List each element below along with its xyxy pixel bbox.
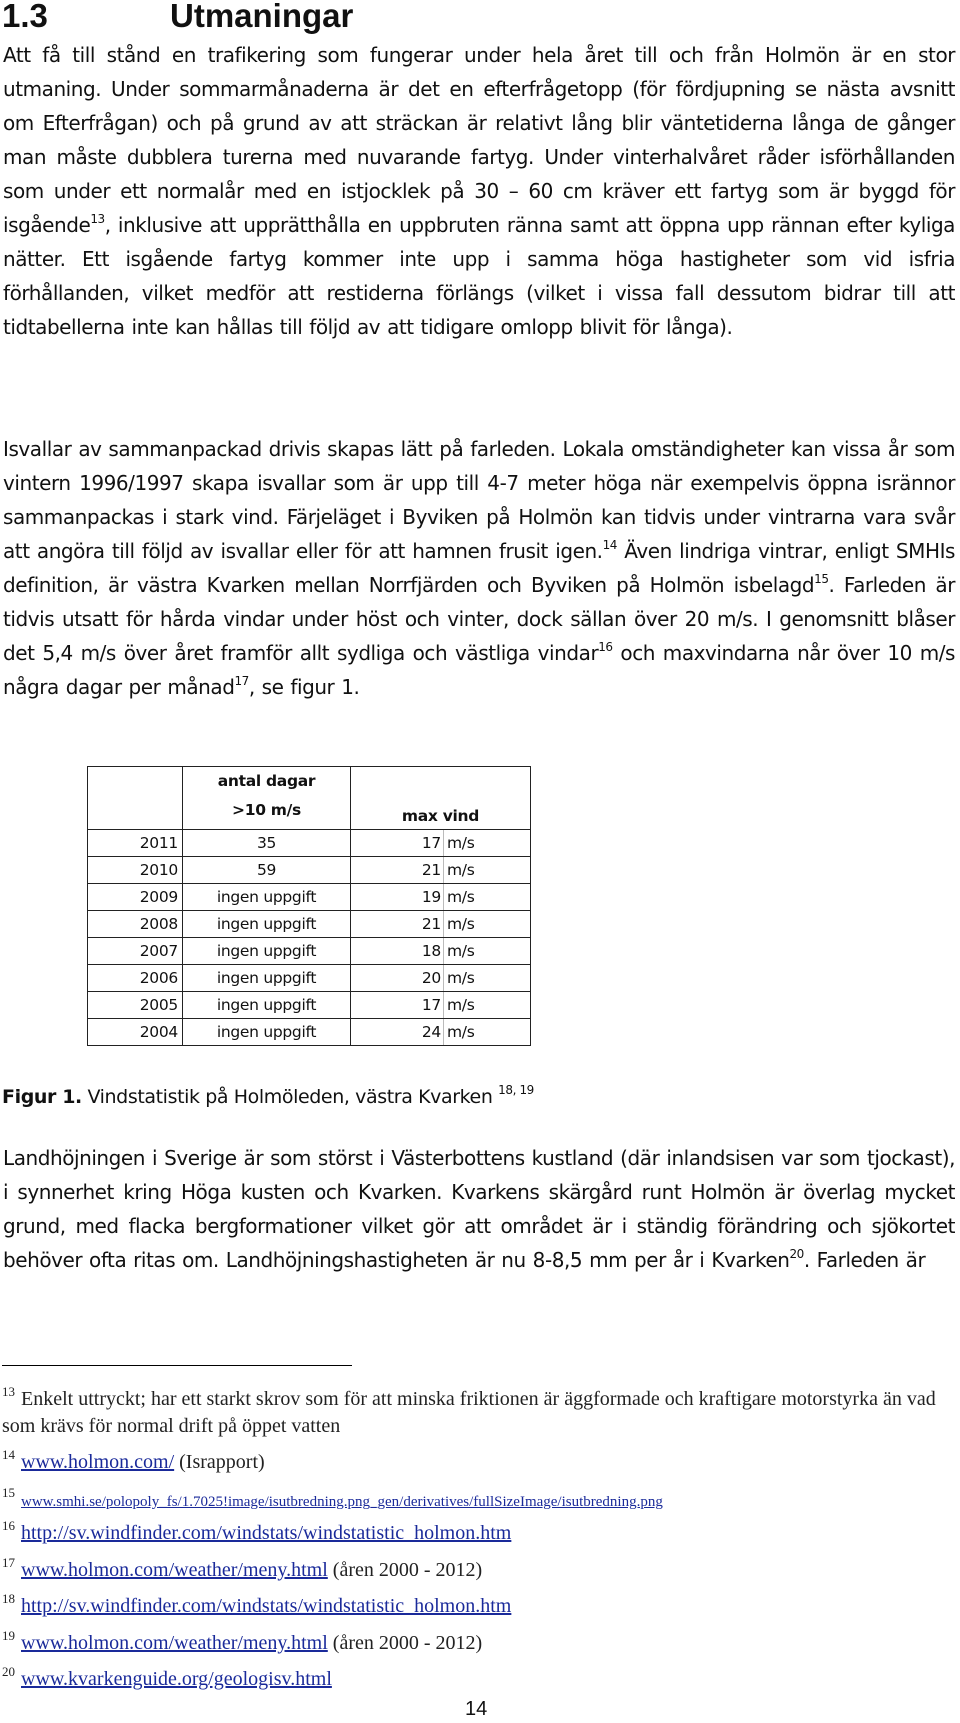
- days-cell: 35: [183, 830, 351, 857]
- header-days-line1: antal dagar: [217, 772, 316, 790]
- header-days-line2: >10 m/s: [232, 801, 301, 819]
- table-row: [88, 911, 531, 938]
- paragraph-text: , inklusive att upprätthålla en uppbruten ränna samt att öppna upp rännan efter kyliga nätter. Ett isgående fartyg kommer inte upp i samma höga hastigheter som vid isfria förhållanden, vilket medför att restiderna förlängs (vilket i vissa fall dessutom bidrar till att tidtabellerna inte kan hållas till följd av att tidigare omlopp blivit för långa).: [3, 213, 955, 339]
- unit-cell: m/s: [444, 1019, 531, 1046]
- days-cell: ingen uppgift: [183, 992, 351, 1019]
- footnote-link[interactable]: www.kvarkenguide.org/geologisv.html: [21, 1668, 332, 1690]
- footnote-divider: [2, 1365, 352, 1366]
- days-cell: ingen uppgift: [183, 938, 351, 965]
- max-wind-cell: 21: [351, 911, 444, 938]
- paragraph-text: Att få till stånd en trafikering som fungerar under hela året till och från Holmön är en stor utmaning. Under sommarmånaderna är det en efterfrågetopp (för fördjupning se nästa avsnitt om Efterfrågan) och på grund av att sträckan är relativt lång blir väntetiderna långa de gånger man måste dubblera turerna med nuvarande fartyg. Under vinterhalvåret råder isförhållanden som under ett normalår med en istjocklek på 30 – 60 cm kräver ett fartyg som är byggd för isgående: [3, 43, 955, 237]
- footnote-link[interactable]: www.smhi.se/polopoly_fs/1.7025!image/isutbredning.png_gen/derivatives/fullSizeImage/isutbredning.png: [21, 1494, 663, 1510]
- paragraph-text: Isvallar av sammanpackad drivis skapas lätt på farleden. Lokala omständigheter kan vissa år som vintern 1996/1997 skapa isvallar som är upp till 4-7 meter höga när exempelvis öppna isrännor sammanpackas i stark vind. Färjeläget i Byviken på Holmön kan tidvis under vintrarna vara svår att angöra till följd av isvallar eller för att hamnen frusit igen.: [3, 437, 955, 563]
- table-row: [88, 884, 531, 911]
- footnote-ref: 15: [814, 572, 829, 586]
- footnote-16: [2, 1518, 511, 1545]
- footnote-13: [2, 1378, 957, 1440]
- section-number: 1.3: [2, 0, 48, 34]
- unit-cell: m/s: [444, 992, 531, 1019]
- table-row: [88, 830, 531, 857]
- footnote-number: 18: [2, 1591, 15, 1606]
- unit-cell: m/s: [444, 911, 531, 938]
- year-cell: 2004: [88, 1019, 183, 1046]
- table-header-row: [88, 767, 531, 830]
- footnote-text: Enkelt uttryckt; har ett starkt skrov som för att minska friktionen är äggformade och kraftigare motorstyrka än vad som krävs för normal drift på öppet vatten: [2, 1388, 936, 1437]
- max-wind-cell: 17: [351, 830, 444, 857]
- paragraph-text: , se figur 1.: [248, 675, 360, 699]
- footnote-number: 19: [2, 1628, 15, 1643]
- wind-statistics-table: [87, 766, 531, 1046]
- max-wind-cell: 20: [351, 965, 444, 992]
- footnote-link[interactable]: www.holmon.com/: [21, 1451, 175, 1473]
- footnote-ref: 17: [234, 674, 249, 688]
- section-heading: [2, 0, 353, 34]
- footnote-15: [2, 1485, 663, 1512]
- footnote-suffix: (Israpport): [174, 1451, 265, 1473]
- year-cell: 2006: [88, 965, 183, 992]
- footnote-link[interactable]: http://sv.windfinder.com/windstats/windstatistic_holmon.htm: [21, 1522, 512, 1544]
- header-max-cell: max vind: [351, 767, 531, 830]
- footnote-ref: 16: [598, 640, 613, 654]
- table-row: [88, 857, 531, 884]
- unit-cell: m/s: [444, 830, 531, 857]
- footnote-suffix: (åren 2000 - 2012): [327, 1559, 483, 1581]
- days-cell: ingen uppgift: [183, 911, 351, 938]
- unit-cell: m/s: [444, 938, 531, 965]
- paragraph-ice: [3, 432, 955, 704]
- max-wind-cell: 18: [351, 938, 444, 965]
- table-row: [88, 938, 531, 965]
- footnote-number: 13: [2, 1384, 15, 1399]
- paragraph-text: Landhöjningen i Sverige är som störst i Västerbottens kustland (där inlandsisen var som tjockast), i synnerhet kring Höga kusten och Kvarken. Kvarkens skärgård runt Holmön är överlag mycket grund, med flacka bergformationer vilket gör att området är i ständig förändring och sjökortet behöver ofta ritas om. Landhöjningshastigheten är nu 8-8,5 mm per år i Kvarken: [3, 1146, 955, 1272]
- header-days-cell: [183, 767, 351, 830]
- footnote-18: [2, 1591, 511, 1618]
- unit-cell: m/s: [444, 884, 531, 911]
- footnote-14: [2, 1447, 265, 1474]
- year-cell: 2005: [88, 992, 183, 1019]
- footnote-ref: 20: [789, 1247, 804, 1261]
- footnote-number: 17: [2, 1555, 15, 1570]
- paragraph-challenges: [3, 38, 955, 344]
- table-row: [88, 965, 531, 992]
- year-cell: 2008: [88, 911, 183, 938]
- unit-cell: m/s: [444, 857, 531, 884]
- footnote-20: [2, 1664, 332, 1691]
- footnote-number: 16: [2, 1518, 15, 1533]
- footnote-ref: 13: [90, 212, 105, 226]
- year-cell: 2010: [88, 857, 183, 884]
- footnote-number: 15: [2, 1485, 15, 1500]
- days-cell: 59: [183, 857, 351, 884]
- header-year-cell: [88, 767, 183, 830]
- table-row: [88, 992, 531, 1019]
- paragraph-text: Även lindriga vintrar, enligt SMHIs definition, är västra Kvarken mellan Norrfjärden och Byviken på Holmön isbelagd: [3, 539, 955, 597]
- footnote-ref: 14: [602, 538, 617, 552]
- figure-label: Figur 1.: [2, 1086, 82, 1108]
- section-title: Utmaningar: [170, 0, 354, 34]
- footnote-number: 20: [2, 1664, 15, 1679]
- footnote-link[interactable]: www.holmon.com/weather/meny.html: [21, 1632, 328, 1654]
- days-cell: ingen uppgift: [183, 884, 351, 911]
- max-wind-cell: 19: [351, 884, 444, 911]
- caption-text: Vindstatistik på Holmöleden, västra Kvarken: [81, 1086, 499, 1108]
- max-wind-cell: 21: [351, 857, 444, 884]
- paragraph-land-uplift: [3, 1141, 955, 1277]
- footnote-link[interactable]: http://sv.windfinder.com/windstats/windstatistic_holmon.htm: [21, 1595, 512, 1617]
- days-cell: ingen uppgift: [183, 1019, 351, 1046]
- footnote-link[interactable]: www.holmon.com/weather/meny.html: [21, 1559, 328, 1581]
- footnote-19: [2, 1628, 482, 1655]
- year-cell: 2011: [88, 830, 183, 857]
- footnote-17: [2, 1555, 482, 1582]
- footnote-suffix: (åren 2000 - 2012): [327, 1632, 483, 1654]
- unit-cell: m/s: [444, 965, 531, 992]
- page-number: 14: [465, 1698, 488, 1720]
- paragraph-text: och maxvindarna når över 10 m/s några dagar per månad: [3, 641, 955, 699]
- paragraph-text: . Farleden är tidvis utsatt för hårda vindar under höst och vinter, dock sällan över 20 m/s. I genomsnitt blåser det 5,4 m/s över året framför allt sydliga och västliga vindar: [3, 573, 956, 665]
- year-cell: 2007: [88, 938, 183, 965]
- year-cell: 2009: [88, 884, 183, 911]
- days-cell: ingen uppgift: [183, 965, 351, 992]
- caption-refs: 18, 19: [498, 1083, 534, 1097]
- max-wind-cell: 17: [351, 992, 444, 1019]
- table-row: [88, 1019, 531, 1046]
- max-wind-cell: 24: [351, 1019, 444, 1046]
- figure-caption: [2, 1083, 534, 1108]
- footnote-number: 14: [2, 1447, 15, 1462]
- paragraph-text: . Farleden är: [803, 1248, 926, 1272]
